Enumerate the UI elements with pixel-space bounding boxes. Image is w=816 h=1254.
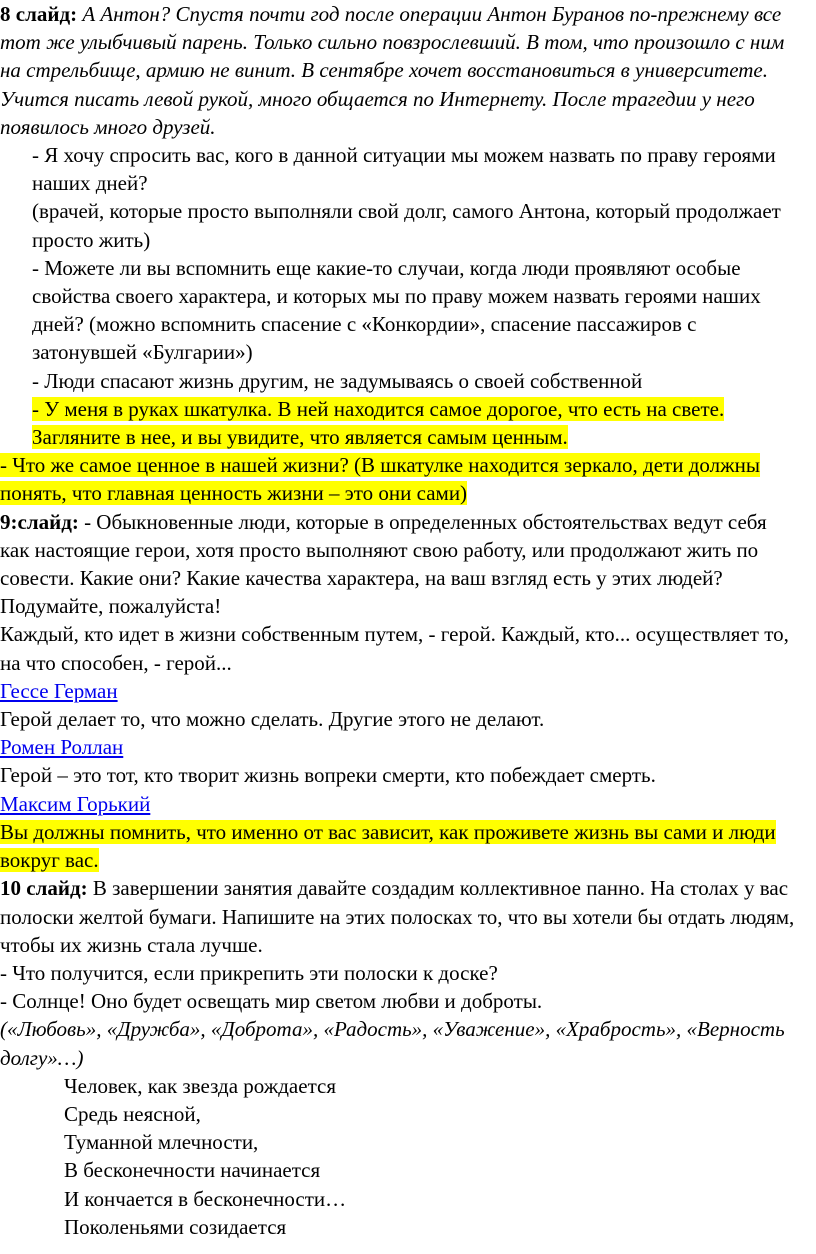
poem-line: Средь неясной, — [64, 1101, 201, 1126]
question-cases: - Можете ли вы вспомнить еще какие-то случаи, когда люди проявляют особые свойства своего характера, и которых мы по праву можем назвать героями наших дней? (можно вспомнить спасение с «Конкордии», спасение пассажиров с затонувшей «Булгарии») — [32, 255, 761, 365]
remember-highlight: Вы должны помнить, что именно от вас зависит, как проживете жизнь вы сами и люди вокруг вас. — [0, 819, 776, 873]
author-gorky-row — [0, 790, 798, 818]
box-paragraph — [0, 395, 798, 451]
slide-9-text: - Обыкновенные люди, которые в определенных обстоятельствах ведут себя как настоящие герои, хотя просто выполняют свою работу, или продолжают жить по совести. Какие они? Какие качества характера, на ваш взгляд есть у этих людей? Подумайте, пожалуйста! — [0, 509, 767, 619]
author-rolland-link[interactable]: Ромен Роллан — [0, 735, 124, 760]
slide-8-intro-text: А Антон? Спустя почти год после операции Антон Буранов по-прежнему все тот же улыбчивый парень. Только сильно повзрослевший. В том, что произошло с ним на стрельбище, армию не винит. В сентябре хочет восстановиться в университете. Учится писать левой рукой, много общается по Интернету. После трагедии у него появилось много друзей. — [0, 2, 785, 139]
poem-line: И кончается в бесконечности… — [64, 1186, 347, 1211]
sun-answer: - Солнце! Оно будет освещать мир светом любви и доброты. — [0, 989, 543, 1014]
remember-paragraph — [0, 818, 798, 874]
quote-hesse: Каждый, кто идет в жизни собственным путем, - герой. Каждый, кто... осуществляет то, на что способен, - герой... — [0, 622, 789, 675]
poem-line: Человек, как звезда рождается — [64, 1073, 336, 1098]
slide-10-text: В завершении занятия давайте создадим коллективное панно. На столах у вас полоски желтой бумаги. Напишите на этих полосках то, что вы хотели бы отдать людям, чтобы их жизнь стала лучше. — [0, 876, 795, 957]
value-highlight: - Что же самое ценное в нашей жизни? (В шкатулке находится зеркало, дети должны понять, что главная ценность жизни – это они сами) — [0, 453, 760, 506]
strips-question: - Что получится, если прикрепить эти полоски к доске? — [0, 960, 498, 985]
slide-9-label: 9:слайд: — [0, 509, 79, 534]
slide-10-paragraph — [0, 874, 798, 959]
qualities-list: («Любовь», «Дружба», «Доброта», «Радость», «Уважение», «Храбрость», «Верность долгу»…) — [0, 1017, 785, 1070]
slide-9-paragraph — [0, 508, 798, 621]
poem-line: В бесконечности начинается — [64, 1158, 321, 1183]
people-save-lives: - Люди спасают жизнь другим, не задумываясь о своей собственной — [32, 368, 643, 393]
author-hesse-link[interactable]: Гессе Герман — [0, 678, 118, 703]
quote-gorky: Герой – это тот, кто творит жизнь вопреки смерти, кто побеждает смерть. — [0, 763, 656, 788]
poem-line: Туманной млечности, — [64, 1130, 259, 1155]
box-highlight: - У меня в руках шкатулка. В ней находится самое дорогое, что есть на свете. Загляните в нее, и вы увидите, что является самым ценным. — [32, 396, 725, 450]
answer-heroes: (врачей, которые просто выполняли свой долг, самого Антона, который продолжает просто жить) — [32, 199, 781, 252]
slide-8-intro — [0, 0, 798, 141]
question-heroes: - Я хочу спросить вас, кого в данной ситуации мы можем назвать по праву героями наших дней? — [32, 143, 776, 196]
poem — [0, 1072, 798, 1241]
poem-line: Поколеньями созидается — [64, 1214, 287, 1239]
author-gorky-link[interactable]: Максим Горький — [0, 791, 151, 816]
value-paragraph — [0, 451, 798, 507]
author-hesse-row — [0, 677, 798, 705]
author-rolland-row — [0, 733, 798, 761]
slide-10-label: 10 слайд: — [0, 876, 88, 901]
quote-rolland: Герой делает то, что можно сделать. Другие этого не делают. — [0, 707, 545, 732]
slide-8-label: 8 слайд: — [0, 2, 78, 26]
